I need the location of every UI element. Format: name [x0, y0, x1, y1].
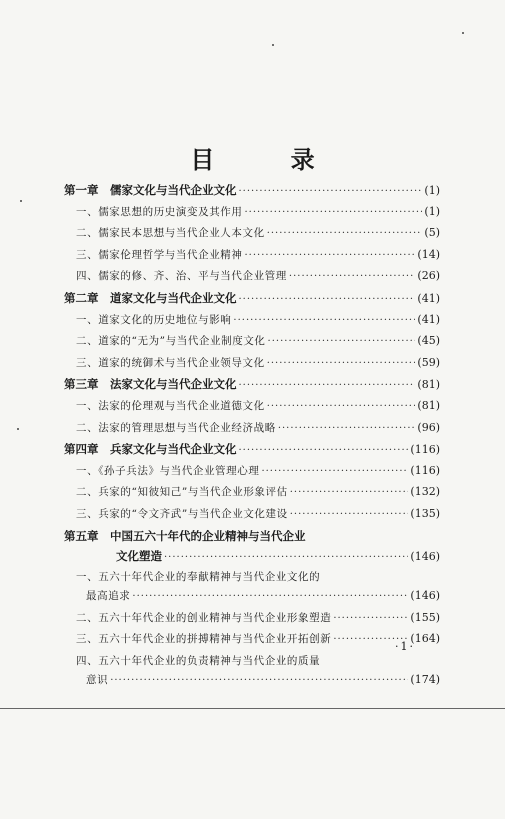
footer-page-number: ·1·	[395, 640, 415, 653]
scan-speck	[20, 200, 22, 202]
toc-page: (132)	[410, 485, 440, 499]
toc-entry-text: 第一章 儒家文化与当代企业文化	[64, 183, 237, 197]
toc-section	[64, 610, 440, 632]
page-divider	[0, 708, 505, 709]
toc-section-continued	[64, 672, 440, 694]
toc-page: (164)	[410, 632, 440, 646]
toc-section	[64, 312, 440, 334]
toc-chapter	[64, 376, 440, 398]
toc-chapter	[64, 441, 440, 463]
toc-section	[64, 398, 440, 420]
toc-page: (1)	[424, 184, 440, 197]
toc-page: (59)	[417, 355, 440, 369]
toc-page: (81)	[417, 378, 440, 392]
table-of-contents	[64, 182, 440, 693]
toc-page: (146)	[410, 549, 440, 563]
toc-page: (45)	[417, 334, 440, 348]
toc-page: (96)	[417, 420, 440, 434]
scan-speck	[17, 428, 19, 430]
toc-section	[64, 268, 440, 290]
toc-entry-text: 第二章 道家文化与当代企业文化	[64, 290, 237, 305]
page-title: 目 录	[190, 145, 349, 174]
toc-entry-text: 二、兵家的“知彼知己”与当代企业形象评估	[76, 486, 288, 499]
toc-entry-text: 二、五六十年代企业的创业精神与当代企业形象塑造	[76, 611, 332, 624]
toc-entry-text: 二、道家的“无为”与当代企业制度文化	[76, 335, 266, 348]
toc-chapter	[64, 290, 440, 312]
toc-entry-text: 第四章 兵家文化与当代企业文化	[64, 442, 237, 457]
toc-entry-text: 二、法家的管理思想与当代企业经济战略	[76, 421, 276, 434]
toc-page: (1)	[424, 204, 440, 218]
toc-page: (135)	[410, 506, 440, 520]
toc-entry-text: 三、道家的统御术与当代企业领导文化	[76, 356, 265, 369]
toc-section	[64, 484, 440, 506]
toc-section	[64, 506, 440, 528]
toc-entry-text: 一、儒家思想的历史演变及其作用	[76, 205, 243, 218]
toc-page: (26)	[417, 269, 440, 283]
toc-page: (116)	[410, 443, 440, 457]
toc-entry-text: 四、五六十年代企业的负责精神与当代企业的质量	[76, 654, 321, 667]
toc-entry-text: 一、法家的伦理观与当代企业道德文化	[76, 399, 265, 412]
toc-entry-text: 一、《孙子兵法》与当代企业管理心理	[76, 464, 260, 477]
toc-section-continued	[64, 588, 440, 610]
toc-entry-text: 三、五六十年代企业的拼搏精神与当代企业开拓创新	[76, 633, 332, 646]
toc-entry-text: 最高追求	[86, 590, 131, 603]
toc-page: (155)	[410, 610, 440, 624]
toc-page: (41)	[417, 312, 440, 326]
toc-section	[64, 653, 440, 672]
toc-section	[64, 569, 440, 588]
toc-page: (5)	[424, 226, 440, 240]
toc-section	[64, 333, 440, 355]
toc-page: (146)	[410, 589, 440, 603]
toc-section	[64, 420, 440, 442]
toc-entry-text: 文化塑造	[116, 548, 162, 563]
toc-entry-text: 意识	[86, 673, 109, 686]
toc-entry-text: 一、道家文化的历史地位与影响	[76, 313, 232, 326]
toc-section	[64, 204, 440, 226]
toc-page: (41)	[417, 291, 440, 305]
scan-speck	[462, 32, 464, 34]
toc-entry-text: 二、儒家民本思想与当代企业人本文化	[76, 227, 265, 240]
toc-section	[64, 463, 440, 485]
toc-section	[64, 631, 440, 653]
toc-page: (14)	[417, 247, 440, 261]
toc-entry-text: 三、兵家的“令文齐武”与当代企业文化建设	[76, 507, 288, 520]
toc-page: (174)	[410, 672, 440, 686]
toc-page: (81)	[417, 398, 440, 412]
toc-entry-text: 四、儒家的修、齐、治、平与当代企业管理	[76, 270, 287, 283]
toc-section	[64, 247, 440, 269]
toc-section	[64, 225, 440, 247]
toc-chapter-continued	[64, 548, 440, 570]
toc-entry-text: 三、儒家伦理哲学与当代企业精神	[76, 248, 243, 261]
toc-page: (116)	[410, 463, 440, 477]
toc-entry-text: 第五章 中国五六十年代的企业精神与当代企业	[64, 528, 306, 543]
toc-chapter	[64, 528, 440, 548]
scan-speck	[272, 44, 274, 46]
toc-entry-text: 第三章 法家文化与当代企业文化	[64, 377, 237, 392]
toc-entry-text: 一、五六十年代企业的奉献精神与当代企业文化的	[76, 571, 321, 584]
toc-section	[64, 355, 440, 377]
toc-chapter	[64, 182, 440, 204]
